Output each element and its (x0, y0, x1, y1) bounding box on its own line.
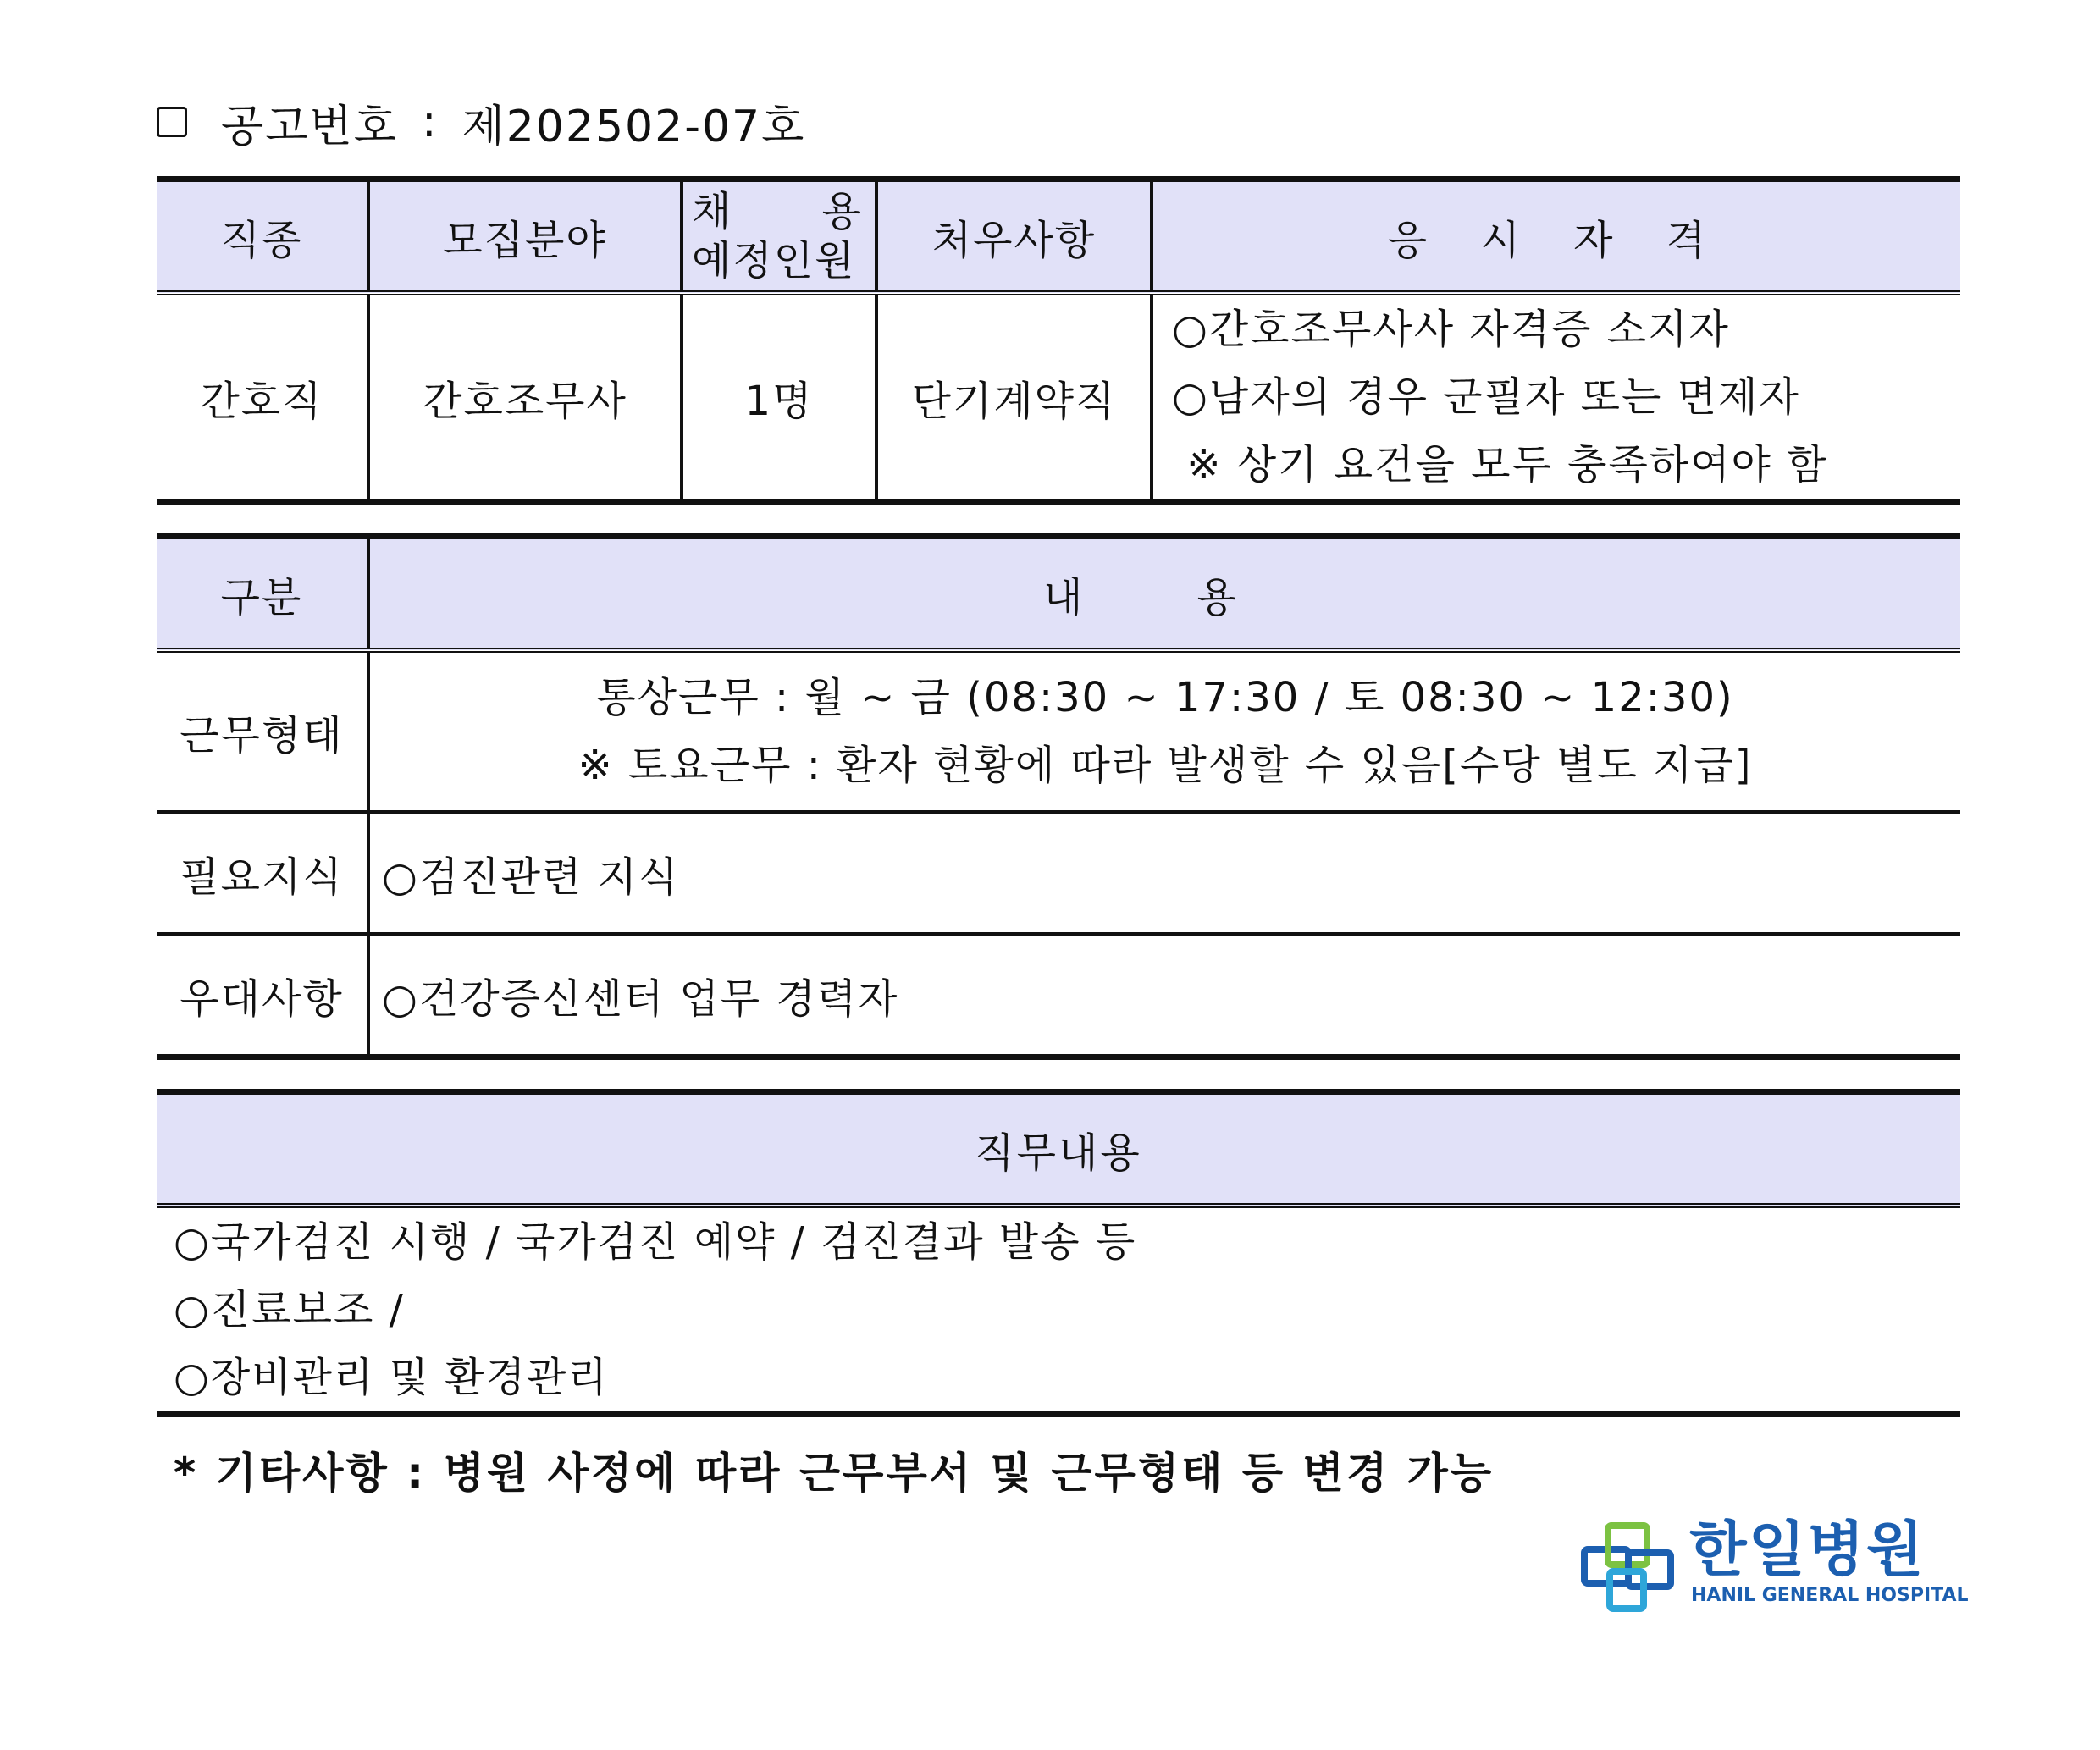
work-hours-line: 통상근무 : 월 ~ 금 (08:30 ~ 17:30 / 토 08:30 ~ 12:30) (596, 674, 1734, 721)
detail-row-preference (157, 934, 1960, 1057)
recruit-data-row (157, 293, 1960, 502)
notice-number: 제202502-07호 (461, 101, 806, 152)
category-cell: 근무형태 (157, 650, 368, 812)
duty-item: ○국가검진 시행 / 국가검진 예약 / 검진결과 발송 등 (174, 1218, 1137, 1266)
header-field: 모집분야 (368, 179, 682, 294)
detail-table (157, 533, 1960, 1060)
content-cell (368, 650, 1960, 812)
hospital-logo (1579, 1515, 1969, 1617)
duty-item: ○장비관리 및 환경관리 (174, 1354, 609, 1401)
duty-table (157, 1089, 1960, 1417)
qualification-item: ○남자의 경우 군필자 또는 면제자 (1172, 373, 1800, 421)
header-job-type: 직종 (157, 179, 368, 294)
logo-subtitle: HANIL GENERAL HOSPITAL (1691, 1585, 1969, 1606)
qualifications-cell (1152, 293, 1960, 502)
notice-number-line (157, 91, 805, 152)
duty-content-row (157, 1206, 1960, 1415)
logo-name: 한일병원 (1689, 1515, 1926, 1584)
saturday-note-line: ※ 토요근무 : 환자 현황에 따라 발생할 수 있음[수당 별도 지급] (578, 742, 1753, 789)
duty-header-row (157, 1092, 1960, 1206)
checkbox-icon (157, 107, 187, 137)
hospital-cross-icon (1579, 1519, 1677, 1614)
detail-row-work-type (157, 650, 1960, 812)
header-headcount-1a: 채 (692, 188, 733, 235)
header-headcount-2: 예정인원 (692, 237, 856, 284)
duty-header: 직무내용 (157, 1092, 1960, 1206)
detail-row-knowledge (157, 812, 1960, 934)
category-cell: 필요지식 (157, 812, 368, 934)
header-content: 내 용 (368, 537, 1960, 651)
header-qualifications: 응 시 자 격 (1152, 179, 1960, 294)
header-headcount (682, 179, 876, 294)
recruit-header-row (157, 179, 1960, 294)
content-cell: ○검진관련 지식 (368, 812, 1960, 934)
duty-item: ○진료보조 / (174, 1286, 405, 1333)
duty-content-cell (157, 1206, 1960, 1415)
category-cell: 우대사항 (180, 974, 344, 1023)
qualification-note: ※ 상기 요건을 모두 충족하여야 함 (1172, 441, 1828, 489)
recruit-table (157, 176, 1960, 505)
field-cell: 간호조무사 (368, 293, 682, 502)
treatment-cell: 단기계약직 (876, 293, 1152, 502)
etc-note: * 기타사항 : 병원 사정에 따라 근무부서 및 근무형태 등 변경 가능 (174, 1449, 1495, 1498)
header-category: 구분 (157, 537, 368, 651)
job-type-cell: 간호직 (200, 377, 323, 425)
detail-header-row (157, 537, 1960, 651)
header-headcount-1b: 용 (821, 188, 863, 235)
qualification-item: ○간호조무사사 자격증 소지자 (1172, 306, 1730, 353)
notice-label: 공고번호 (221, 101, 398, 152)
header-treatment: 처우사항 (876, 179, 1152, 294)
headcount-cell: 1명 (682, 293, 876, 502)
content-cell: ○건강증신센터 업무 경력자 (368, 934, 1960, 1057)
notice-colon: : (421, 97, 439, 147)
